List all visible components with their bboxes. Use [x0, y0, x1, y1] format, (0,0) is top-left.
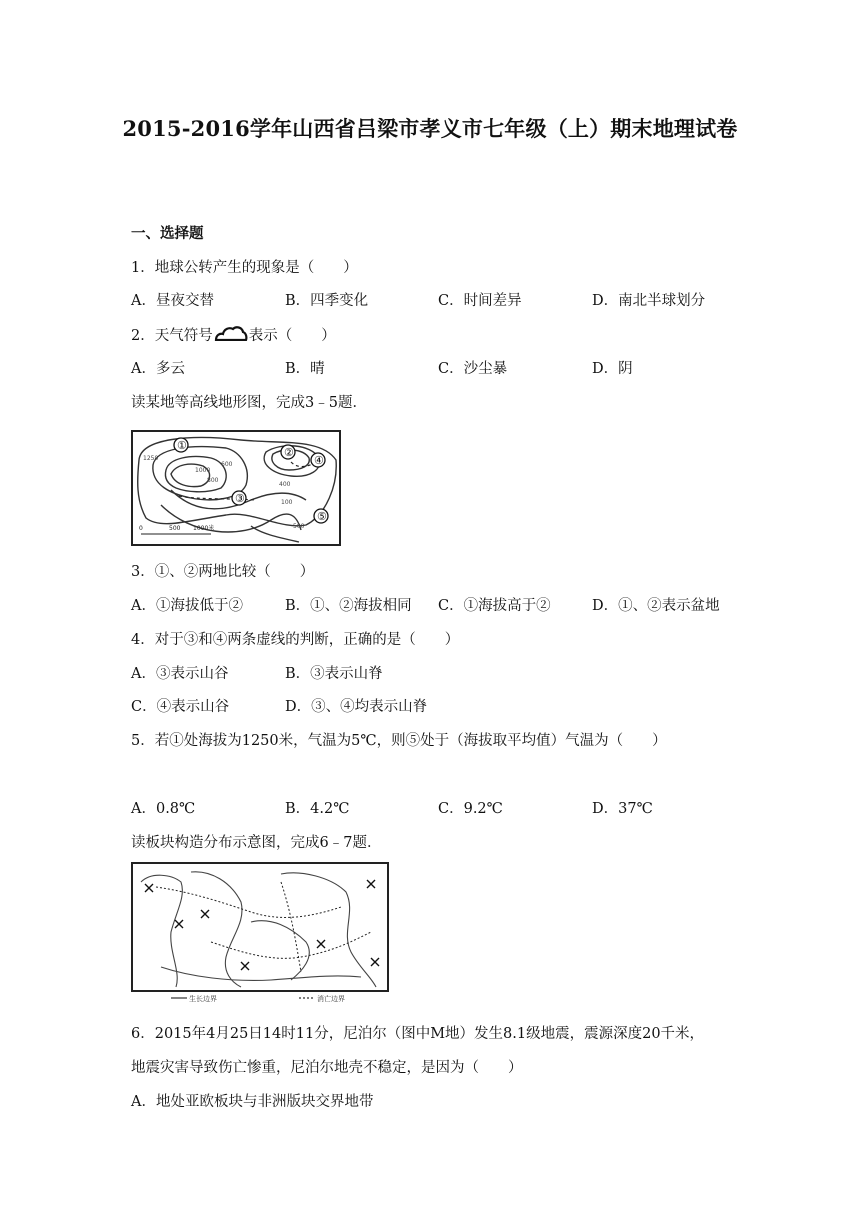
scale-label-500: 500 — [169, 525, 181, 532]
page-title: 2015-2016学年山西省吕梁市孝义市七年级（上）期末地理试卷 — [122, 116, 738, 141]
map-marker-2-label: ② — [284, 446, 294, 459]
q3-option-c: C．①海拔高于② — [438, 598, 551, 614]
question-4-stem: 4．对于③和④两条虚线的判断，正确的是（ ） — [131, 632, 460, 648]
question-2-stem — [131, 325, 336, 347]
map-marker-3-label: ③ — [235, 492, 245, 505]
question-1-stem: 1．地球公转产生的现象是（ ） — [131, 260, 358, 276]
map-marker-1-label: ① — [177, 439, 187, 452]
q1-option-a: A．昼夜交替 — [131, 293, 214, 309]
question-5-stem: 5．若①处海拔为1250米，气温为5℃，则⑤处于（海拔取平均值）气温为（ ） — [131, 733, 667, 749]
q4-option-c: C．④表示山谷 — [131, 699, 230, 715]
q5-option-c: C．9.2℃ — [438, 801, 503, 817]
scale-label-1000: 1000米 — [193, 525, 215, 532]
contour-label-1250: 1250 — [143, 455, 159, 462]
contour-label-1000: 1000 — [195, 467, 211, 474]
q4-option-a: A．③表示山谷 — [131, 666, 229, 682]
plate-map-figure — [131, 862, 389, 1004]
q4-option-d: D．③、④均表示山脊 — [285, 699, 428, 715]
q2-stem-after: 表示（ ） — [248, 328, 336, 344]
q5-option-a: A．0.8℃ — [131, 801, 196, 817]
question-6-stem-line2: 地震灾害导致伤亡惨重，尼泊尔地壳不稳定，是因为（ ） — [131, 1060, 523, 1076]
q1-option-c: C．时间差异 — [438, 293, 522, 309]
contour-label-400: 400 — [279, 481, 291, 488]
question-6-stem-line1: 6．2015年4月25日14时11分，尼泊尔（图中M地）发生8.1级地震，震源深度20千米， — [131, 1026, 705, 1042]
q1-option-d: D．南北半球划分 — [592, 293, 706, 309]
q3-option-d: D．①、②表示盆地 — [592, 598, 720, 614]
q4-option-b: B．③表示山脊 — [285, 666, 383, 682]
contour-map-figure — [131, 430, 341, 546]
question-3-stem: 3．①、②两地比较（ ） — [131, 564, 315, 580]
contour-label-800: 800 — [207, 477, 219, 484]
contour-label-500: 500 — [293, 523, 305, 530]
contour-label-600: 600 — [221, 461, 233, 468]
cloud-weather-icon — [214, 325, 248, 347]
section-heading: 一、选择题 — [131, 225, 204, 242]
map-marker-5-label: ⑤ — [317, 510, 327, 523]
map-marker-4-label: ④ — [314, 454, 324, 467]
instruction-3-5: 读某地等高线地形图，完成3﹣5题． — [131, 395, 367, 411]
legend-growth-boundary: 生长边界 — [189, 995, 217, 1003]
q2-stem-before: 2．天气符号 — [131, 328, 213, 344]
q3-option-b: B．①、②海拔相同 — [285, 598, 412, 614]
q1-option-b: B．四季变化 — [285, 293, 369, 309]
q2-option-d: D．阴 — [592, 361, 633, 377]
q5-option-b: B．4.2℃ — [285, 801, 350, 817]
instruction-6-7: 读板块构造分布示意图，完成6﹣7题． — [131, 835, 382, 851]
q5-option-d: D．37℃ — [592, 801, 653, 817]
scale-label-0: 0 — [139, 525, 143, 532]
q6-option-a: A．地处亚欧板块与非洲版块交界地带 — [131, 1094, 374, 1110]
q2-option-b: B．晴 — [285, 361, 325, 377]
q2-option-a: A．多云 — [131, 361, 185, 377]
legend-subduction-boundary: 消亡边界 — [317, 995, 345, 1003]
contour-label-100: 100 — [281, 499, 293, 506]
q3-option-a: A．①海拔低于② — [131, 598, 243, 614]
q2-option-c: C．沙尘暴 — [438, 361, 508, 377]
